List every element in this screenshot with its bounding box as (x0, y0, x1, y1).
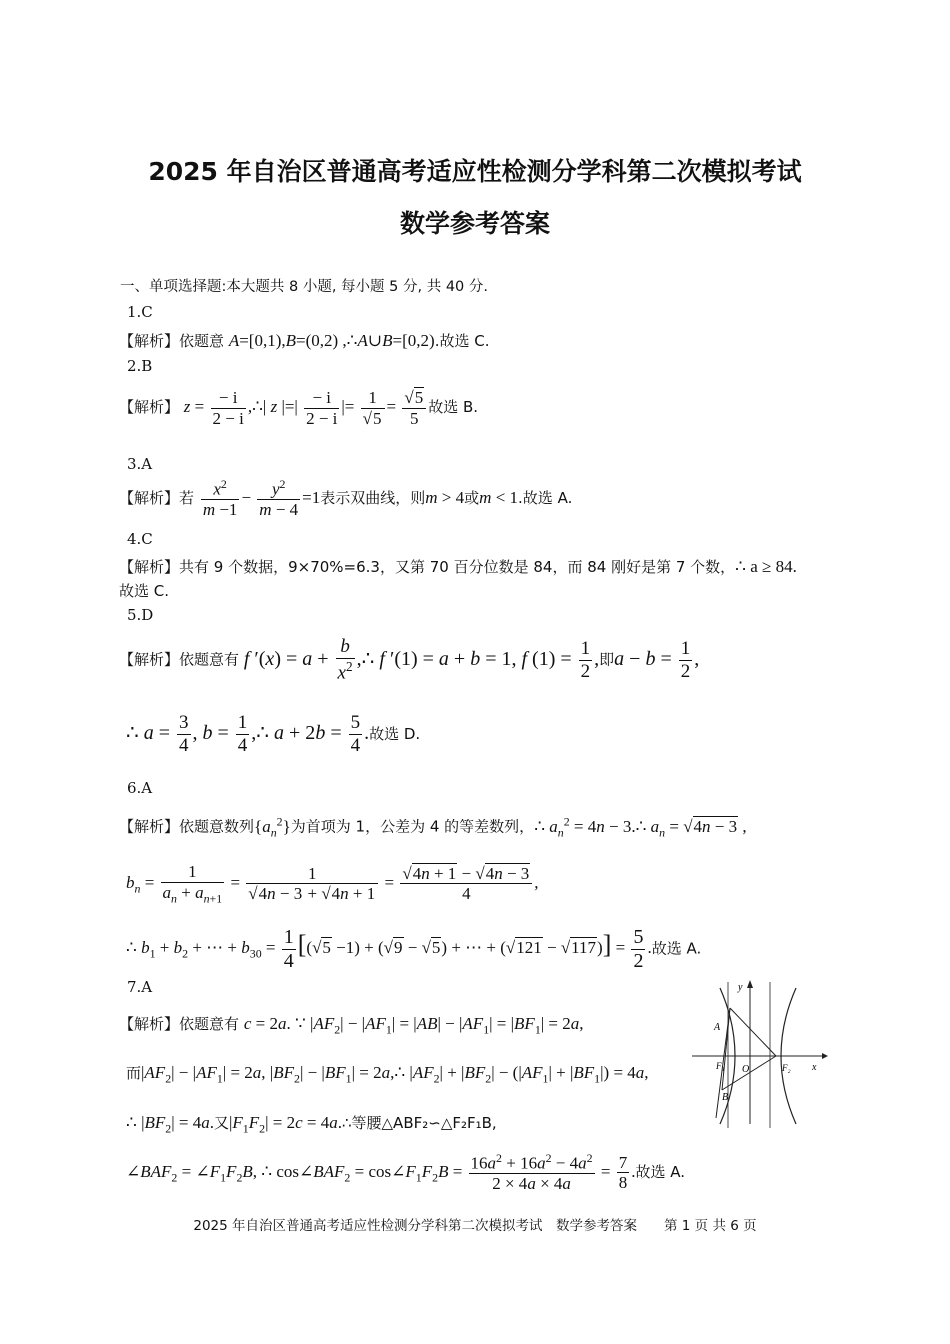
analysis-label: 【解析】 (119, 332, 180, 350)
label-o: O (742, 1064, 750, 1075)
label-f1: F₁ (716, 1061, 725, 1071)
page-footer: 2025 年自治区普通高考适应性检测分学科第二次模拟考试 数学参考答案 第 1 页 共 6 页 (193, 1218, 757, 1234)
question-1-solution: 【解析】依题意 A=[0,1),B=(0,2) ,∴A∪B=[0,2).故选 C. (119, 331, 490, 350)
question-3-solution: 【解析】若 $\frac{x^2}{m -1}$ − $\frac{y^2}{m - 4}$ =1表示双曲线，则m > 4或m < 1.故选 A. (119, 477, 573, 520)
question-7-answer: 7.A (127, 978, 153, 996)
question-1-answer: 1.C (127, 303, 153, 321)
label-f2: F₂ (782, 1063, 791, 1073)
question-6-solution-line1: 【解析】依题意数列$\{a_n^2\}$为首项为 1，公差为 4 的等差数列，∴ $a_n^2 = 4n$ − 3.∴ $a_n = √4n - 3$ , (119, 814, 747, 840)
section-heading: 一、单项选择题:本大题共 8 小题, 每小题 5 分, 共 40 分. (120, 279, 488, 295)
question-2-solution: 【解析】 z = $\frac{- i}{2 - i}$ ,∴| z |=| $\frac{- i}{2 - i}$ |= $\frac{1}{√5}$ = $\frac{√5}{5}$ 故选 B. (119, 388, 479, 428)
question-2-answer: 2.B (127, 357, 153, 375)
label-a: A (714, 1022, 721, 1033)
page-title: 2025 年自治区普通高考适应性检测分学科第二次模拟考试 (148, 157, 802, 186)
question-6-answer: 6.A (127, 779, 153, 797)
label-x: x (812, 1062, 817, 1073)
question-5-solution-line2: ∴ a = $\frac{3}{4}$ , b = $\frac{1}{4}$ ,∴ a + 2b = $\frac{5}{4}$ .故选 D. (126, 712, 421, 756)
question-4-solution: 【解析】共有 9 个数据，9×70%=6.3，又第 70 百分位数是 84，而 84 刚好是第 7 个数，∴ a ≥ 84. (119, 557, 797, 576)
hyperbola-figure (688, 978, 828, 1128)
question-5-answer: 5.D (127, 606, 154, 624)
question-5-solution-line1: 【解析】依题意有 f ′(x) = a + $\frac{b}{x^2}$ ,∴ f ′(1) = a + b = 1, f (1) = $\frac{1}{2}$ ,即a − b = $\frac{1}{2}$ , (119, 636, 700, 684)
label-b: B (722, 1092, 729, 1103)
question-7-solution-line2: 而$|AF_2| - |AF_1| = 2a$, $|BF_2| - |BF_1|$ = 2a,∴ $|AF_2| + |BF_2| - (|AF_1| + |BF_1|) = 4a$, (126, 1063, 649, 1086)
question-3-answer: 3.A (127, 455, 153, 473)
question-7-solution-line3: ∴ $|BF_2| = 4a$.又$|F_1F_2| = 2c$ = 4a.∴等腰△ABF₂∽△F₂F₁B, (126, 1113, 497, 1136)
question-7-solution-line4: $\angle BAF_2$ = $\angle F_1F_2B$, ∴ $\cos\angle BAF_2$ = $\cos\angle F_1F_2B$ = $\frac{16a^2 + 16a^2 - 4a^2}{2 \times 4a \times 4a}$ = $\frac{7}{8}$ .故选 A. (126, 1151, 685, 1194)
math-expression: z = $\frac{- i}{2 - i}$ ,∴| z |=| $\frac{- i}{2 - i}$ |= $\frac{1}{√5}$ = $\frac{√5}{5}$ (184, 397, 428, 416)
label-y: y (738, 982, 743, 993)
page-subtitle: 数学参考答案 (399, 209, 550, 238)
math-expression: A=[0,1),B=(0,2) ,∴A∪B=[0,2) (228, 331, 435, 350)
question-6-solution-line2: $b_n$ = $\frac{1}{a_n + a_{n+1}}$ = $\frac{1}{√4n - 3 + √4n + 1}$ = $\frac{√4n + 1 - √4n - 3}{4}$ , (126, 862, 539, 905)
question-7-solution-line1: 【解析】依题意有 c = 2a. ∵ $|AF_2| - |AF_1| = |AB| - |AF_1| = |BF_1| = 2a$, (119, 1014, 584, 1037)
question-6-solution-line3: ∴ $b_1 + b_2$ + ⋯ + $b_{30}$ = $\frac{1}{4}$ [(√5 −1) + (√9 − √5) + ⋯ + (√121 − √117)] = $\frac{5}{2}$ .故选 A. (126, 926, 702, 972)
question-4-answer: 4.C (127, 530, 153, 548)
